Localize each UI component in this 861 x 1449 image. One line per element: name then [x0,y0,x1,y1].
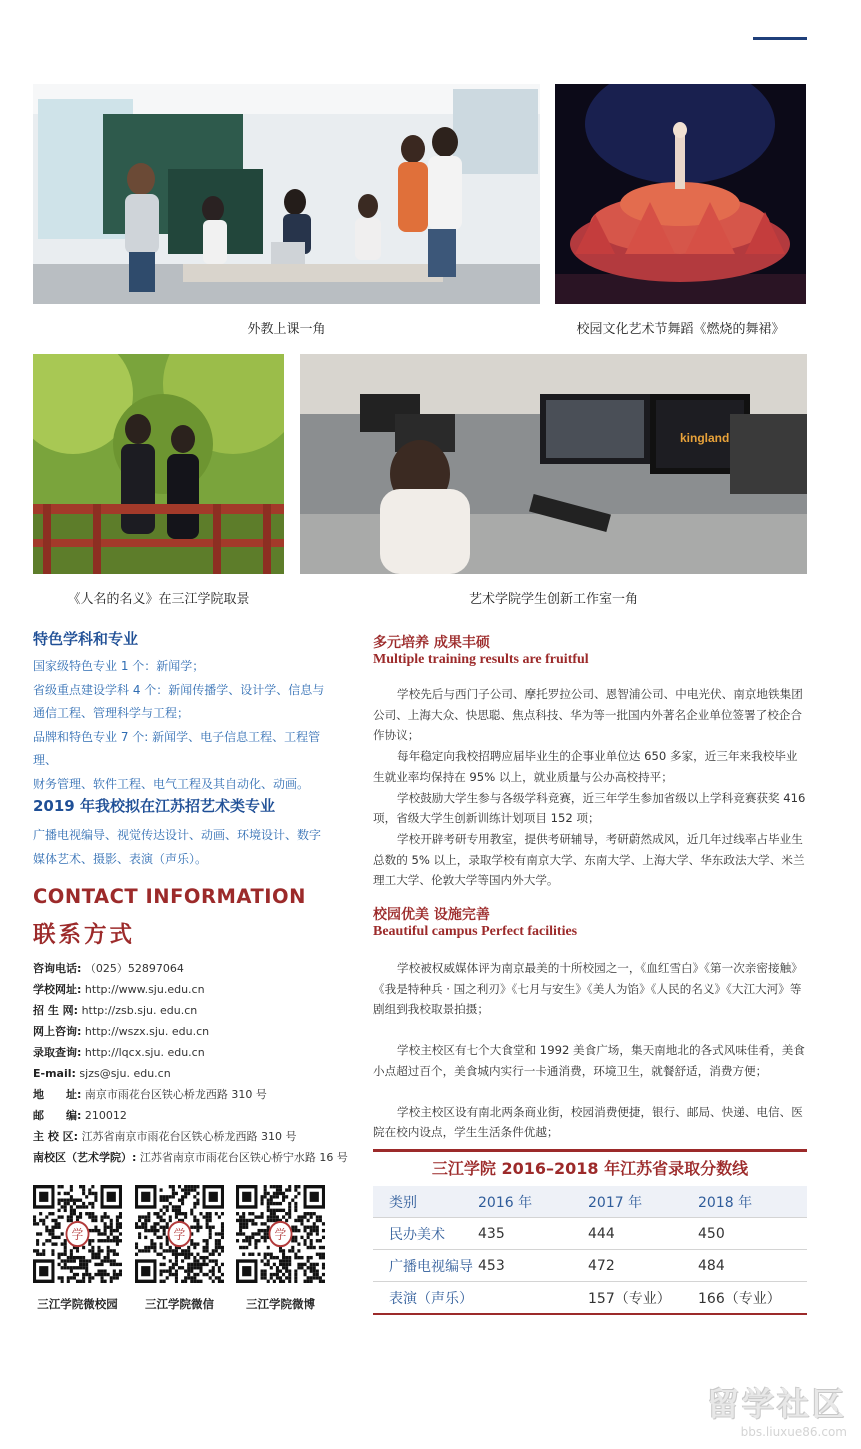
qr-label: 三江学院微信 [145,1297,214,1311]
table-row [373,1250,807,1282]
score-cell [478,1282,588,1315]
score-cell: 166（专业） [698,1290,781,1307]
contact-label: 咨询电话: [33,962,82,975]
qr-code-weibo[interactable] [236,1185,325,1283]
photo-caption: 艺术学院学生创新工作室一角 [468,592,638,607]
features-line: 省级重点建设学科 4 个：新闻传播学、设计学、信息与 [33,682,325,697]
qr-center-logo: 学 [274,1227,287,1243]
qr-code-icon [135,1185,224,1283]
top-accent-bar [753,37,807,40]
contact-row-admission-query [33,1042,353,1063]
contact-row-postcode [33,1105,353,1126]
header-cell: 类别 [389,1194,417,1211]
watermark-logo: 留学社区 [706,1385,847,1423]
contact-label: 网上咨询: [33,1025,82,1038]
training-paragraph: 学校先后与西门子公司、摩托罗拉公司、恩智浦公司、中电光伏、南京地铁集团公司、上海大众、快思聪、焦点科技、华为等一批国内外著名企业单位签署了校企合作协议； [373,687,803,743]
score-table [373,1149,807,1315]
training-paragraph: 学校开辟考研专用教室，提供考研辅导，考研蔚然成风，近几年过线率占毕业生总数的 5% 以上，录取学校有南京大学、东南大学、上海大学、华东政法大学、米兰理工大学、伦敦大学等国内外大学。 [373,831,805,888]
online-consult-link[interactable]: http://wszx.sju. edu.cn [84,1025,210,1038]
header-cell: 2017 年 [588,1194,643,1211]
contact-title-cn: 联系方式 [33,922,136,948]
contact-value: 江苏省南京市雨花台区铁心桥宁水路 16 号 [139,1151,348,1164]
contact-title-en: CONTACT INFORMATION [33,885,306,908]
art-majors-title: 2019 年我校拟在江苏招艺术类专业 [33,797,275,815]
score-header-row [373,1186,807,1218]
score-table-title: 三江学院 2016–2018 年江苏省录取分数线 [373,1149,807,1186]
photo-caption: 外教上课一角 [247,322,326,337]
qr-center-logo: 学 [71,1227,84,1243]
contact-value: （025）52897064 [84,962,184,975]
qr-center-logo: 学 [173,1227,186,1243]
features-title: 特色学科和专业 [33,630,139,648]
website-link[interactable]: http://www.sju.edu.cn [84,983,205,996]
admission-query-link[interactable]: http://lqcx.sju. edu.cn [84,1046,205,1059]
score-table-grid [373,1186,807,1315]
table-row [373,1282,807,1315]
qr-label: 三江学院微校园 [37,1297,118,1311]
qr-code-wechat[interactable] [135,1185,224,1283]
table-row [373,1218,807,1250]
photo-film-shooting [33,354,284,574]
contact-label: 录取查询: [33,1046,82,1059]
contact-label: 地 址: [33,1088,82,1101]
contact-row-website [33,979,353,1000]
header-cell: 2016 年 [478,1194,533,1211]
contact-row-online-consult [33,1021,353,1042]
qr-label: 三江学院微博 [246,1297,315,1311]
campus-paragraph: 学校被权威媒体评为南京最美的十所校园之一，《血红雪白》《第一次亲密接触》《我是特种兵 · 国之利刃》《七月与安生》《美人为馅》《人民的名义》《大江大河》等剧组到我校取景拍摄； [373,961,803,1017]
contact-label: 主 校 区: [33,1130,79,1143]
watermark [707,1379,847,1439]
photo-foreign-teacher-class [33,84,540,304]
contact-row-email [33,1063,353,1084]
header-cell: 2018 年 [698,1194,753,1211]
email-link[interactable]: sjzs@sju. edu.cn [79,1067,171,1080]
category-cell: 民办美术 [389,1226,445,1243]
features-line: 财务管理、软件工程、电气工程及其自动化、动画。 [33,776,310,791]
campus-paragraph: 学校主校区有七个大食堂和 1992 美食广场，集天南地北的各式风味佳肴，美食小点超过百个，美食城内实行一卡通消费，环境卫生，就餐舒适，消费方便； [373,1043,805,1078]
training-paragraph: 每年稳定向我校招聘应届毕业生的企事业单位达 650 多家，近三年来我校毕业生就业率均保持在 95% 以上，就业质量与公办高校持平； [373,749,798,784]
contact-row-phone [33,958,353,979]
contact-row-south-campus [33,1147,353,1168]
category-cell: 广播电视编导 [389,1258,473,1275]
campus-paragraph: 学校主校区设有南北两条商业街，校园消费便捷，银行、邮局、快递、电信、医院在校内设点，学生生活条件优越； [373,1104,803,1140]
features-list [33,655,343,796]
score-cell: 444 [588,1225,615,1242]
contact-label: 南校区（艺术学院）: [33,1151,137,1164]
campus-title-en: Beautiful campus Perfect facilities [373,924,578,939]
contact-row-main-campus [33,1126,353,1147]
training-title-cn: 多元培养 成果丰硕 [373,635,490,651]
training-body [373,684,809,891]
features-line: 品牌和特色专业 7 个: 新闻学、电子信息工程、工程管理、 [33,729,321,767]
campus-title-cn: 校园优美 设施完善 [373,907,490,923]
contact-list [33,958,353,1168]
art-majors-list [33,824,343,871]
photo-innovation-studio [300,354,807,574]
art-majors-line: 广播电视编导、视觉传达设计、动画、环境设计、数字 [33,828,322,842]
contact-value: 江苏省南京市雨花台区铁心桥龙西路 310 号 [81,1130,297,1143]
photo-caption: 校园文化艺术节舞蹈《燃烧的舞裙》 [576,322,785,337]
score-cell: 157（专业） [588,1290,671,1307]
training-paragraph: 学校鼓励大学生参与各级学科竞赛，近三年学生参加省级以上学科竞赛获奖 416 项，省级大学生创新训练计划项目 152 项； [373,790,806,826]
contact-row-address [33,1084,353,1105]
qr-code-wechat-campus[interactable] [33,1185,122,1283]
art-majors-line: 媒体艺术、摄影、表演（声乐）。 [33,851,208,866]
contact-label: E-mail: [33,1067,76,1080]
watermark-url: bbs.liuxue86.com [740,1425,847,1439]
score-cell: 453 [478,1257,505,1274]
category-cell: 表演（声乐） [389,1290,473,1307]
features-line: 通信工程、管理科学与工程； [33,706,190,720]
qr-code-icon [33,1185,122,1283]
contact-label: 招 生 网: [33,1004,79,1017]
contact-label: 邮 编: [33,1109,82,1122]
score-cell: 435 [478,1225,505,1242]
contact-value: 210012 [84,1109,127,1122]
contact-row-admission-site [33,1000,353,1021]
contact-value: 南京市雨花台区铁心桥龙西路 310 号 [84,1088,267,1101]
features-line: 国家级特色专业 1 个：新闻学； [33,659,205,673]
score-cell: 484 [698,1257,725,1274]
contact-label: 学校网址: [33,983,82,996]
score-cell: 450 [698,1225,725,1242]
campus-body [373,958,809,1143]
admission-site-link[interactable]: http://zsb.sju. edu.cn [81,1004,198,1017]
training-title-en: Multiple training results are fruitful [373,652,589,667]
screen-logo: kingland [680,431,730,445]
qr-code-icon [236,1185,325,1283]
photo-caption: 《人名的名义》在三江学院取景 [67,592,250,607]
score-cell: 472 [588,1257,615,1274]
photo-dance-performance [555,84,806,304]
